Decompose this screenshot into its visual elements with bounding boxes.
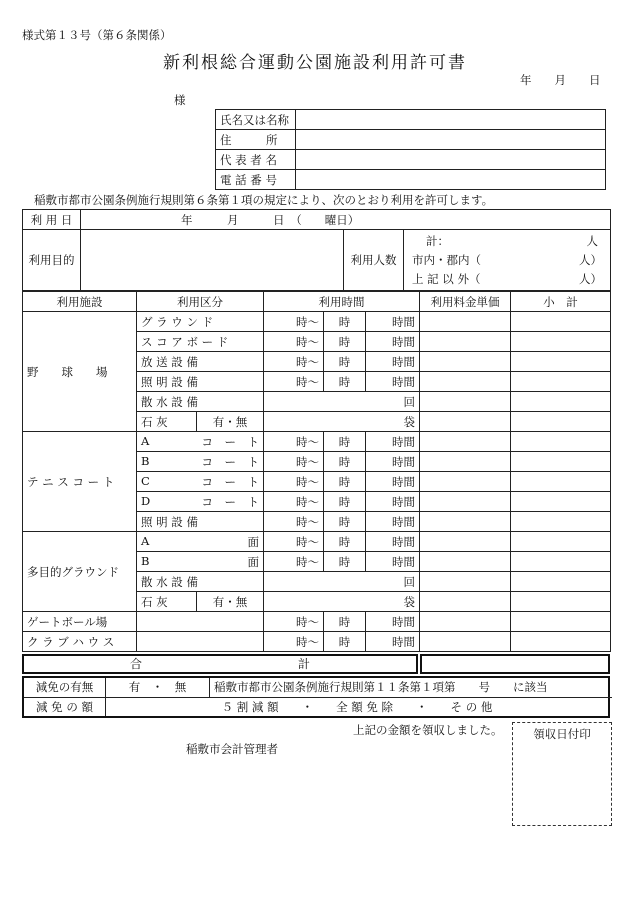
baseball-label: 野 球 場	[23, 312, 137, 432]
multi-face-b: B 面	[137, 552, 264, 572]
form-number: 様式第１３号（第６条関係）	[22, 28, 172, 42]
tennis-court-a: A コ ー ト	[137, 432, 264, 452]
permission-statement: 稲敷市都市公園条例施行規則第６条第１項の規定により、次のとおり利用を許可します。	[34, 193, 494, 207]
tennis-court-d: D コ ー ト	[137, 492, 264, 512]
received-note: 上記の金額を領収しました。	[353, 723, 503, 737]
applicant-phone-field[interactable]	[296, 170, 606, 190]
applicant-rep-field[interactable]	[296, 150, 606, 170]
header-facility: 利用施設	[23, 292, 137, 312]
addressee-suffix: 様	[174, 93, 186, 107]
usage-date-label: 利 用 日	[23, 210, 81, 230]
treasurer: 稲敷市会計管理者	[186, 742, 278, 756]
headcount-field[interactable]: 計： 人 市内・郡内（ 人） 上 記 以 外（ 人）	[404, 230, 611, 291]
headcount-label: 利用人数	[344, 230, 404, 291]
applicant-address-field[interactable]	[296, 130, 606, 150]
header-subtotal: 小 計	[511, 292, 611, 312]
receipt-stamp-box	[512, 722, 612, 826]
baseball-ground: グ ラ ウ ン ド	[137, 312, 264, 332]
multi-lime-option[interactable]: 有・無	[197, 592, 264, 612]
total-label: 合 計	[22, 654, 418, 674]
exemption-box	[22, 676, 610, 718]
applicant-name-field[interactable]	[296, 110, 606, 130]
issue-date: 年 月 日	[520, 73, 601, 87]
applicant-address-label: 住 所	[216, 130, 296, 150]
applicant-phone-label: 電 話 番 号	[216, 170, 296, 190]
tennis-court-b: B コ ー ト	[137, 452, 264, 472]
multi-label: 多目的グラウンド	[23, 532, 137, 612]
multi-sprinkler: 散 水 設 備	[137, 572, 264, 592]
baseball-sprinkler: 散 水 設 備	[137, 392, 264, 412]
facility-table: 利用施設 利用区分 利用時間 利用料金単価 小 計 野 球 場 グ ラ ウ ン ド 時〜 時 時間 ス コ ア ボ ー ド 時〜 時 時間 放 送 設 備 時〜 時 時間 照 明 設 備 時〜 時 時間 散 水 設 備 回 石 灰 有・無 袋 テ ニ ス コ ー ト A コ ー ト 時〜 時 時間 B コ ー ト 時〜 時 時間 C コ ー ト 時〜 時 時間 D コ ー ト 時〜 時 時間 照 明 設 備 時〜 時 時間 多目的グラウンド A 面 時〜 時 時間 B 面 時〜 時 時間 散 水 設 備 回 石 灰 有・無 袋 ゲートボール場 時〜 時 時間 ク ラ ブ ハ ウ ス 時〜 時 時間	[22, 291, 611, 652]
multi-lime: 石 灰	[137, 592, 197, 612]
exemption-amount-options[interactable]: ５ 割 減 額 ・ 全 額 免 除 ・ そ の 他	[221, 700, 493, 714]
baseball-pa: 放 送 設 備	[137, 352, 264, 372]
page-title: 新利根総合運動公園施設利用許可書	[163, 53, 467, 73]
usage-date-field[interactable]: 年 月 日 （ 曜日）	[81, 210, 611, 230]
applicant-rep-label: 代 表 者 名	[216, 150, 296, 170]
header-unit-price: 利用料金単価	[420, 292, 511, 312]
header-category: 利用区分	[137, 292, 264, 312]
usage-table	[22, 209, 611, 291]
applicant-name-label: 氏名又は名称	[216, 110, 296, 130]
baseball-lighting: 照 明 設 備	[137, 372, 264, 392]
baseball-lime-option[interactable]: 有・無	[197, 412, 264, 432]
baseball-lime: 石 灰	[137, 412, 197, 432]
purpose-field[interactable]	[81, 230, 344, 291]
exemption-options[interactable]: 有 ・ 無	[106, 678, 210, 698]
exemption-amount-label: 減 免 の 額	[24, 698, 106, 716]
gateball-label: ゲートボール場	[23, 612, 137, 632]
header-time: 利用時間	[264, 292, 420, 312]
multi-face-a: A 面	[137, 532, 264, 552]
clubhouse-label: ク ラ ブ ハ ウ ス	[23, 632, 137, 652]
tennis-label: テ ニ ス コ ー ト	[23, 432, 137, 532]
applicant-table	[215, 109, 606, 190]
tennis-court-c: C コ ー ト	[137, 472, 264, 492]
tennis-lighting: 照 明 設 備	[137, 512, 264, 532]
exemption-rule: 稲敷市都市公園条例施行規則第１１条第１項第 号 に該当	[210, 678, 612, 698]
baseball-scoreboard: ス コ ア ボ ー ド	[137, 332, 264, 352]
total-value[interactable]	[420, 654, 610, 674]
stamp-label: 領収日付印	[533, 727, 591, 741]
exemption-label: 減免の有無	[24, 678, 106, 698]
purpose-label: 利用目的	[23, 230, 81, 291]
